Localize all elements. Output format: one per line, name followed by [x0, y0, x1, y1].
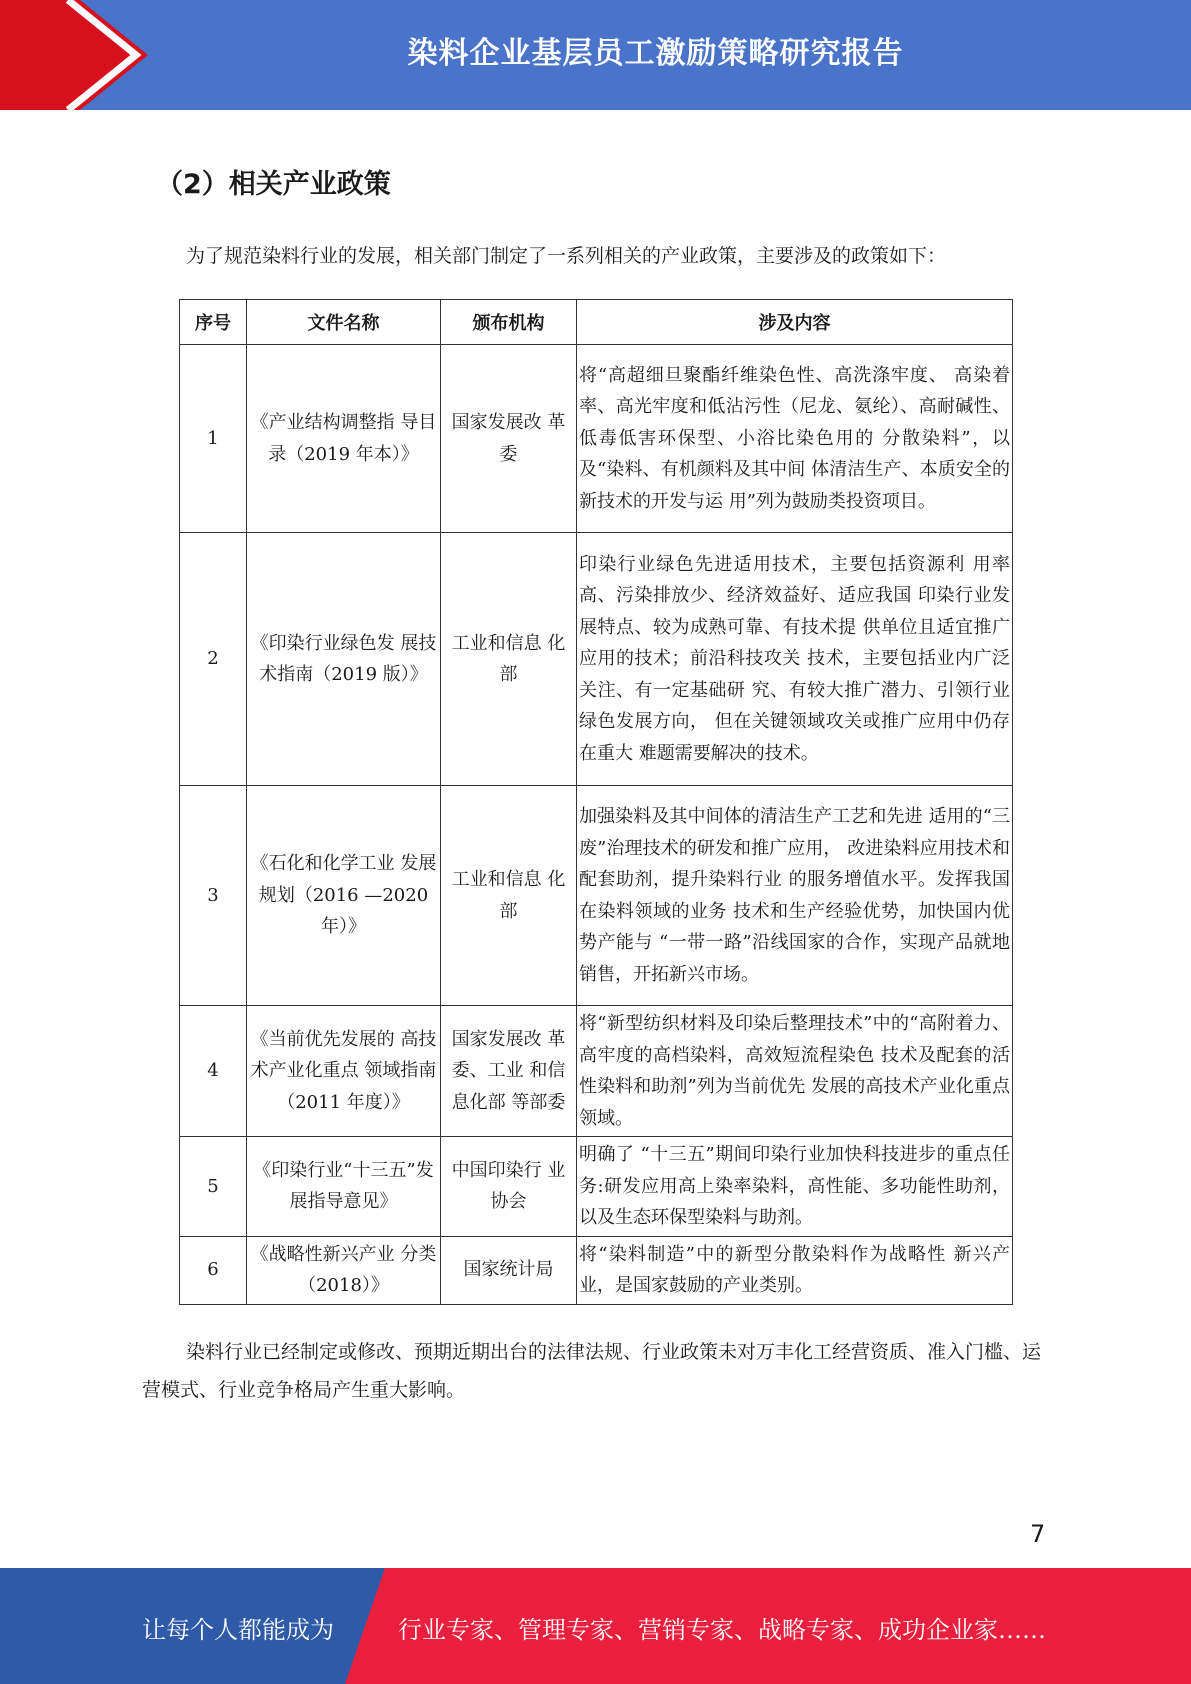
policy-content: 将“新型纺织材料及印染后整理技术”中的“高附着力、高牢度的高档染料，高效短流程染色 技术及配套的活性染料和助剂”列为当前优先 发展的高技术产业化重点领域。: [577, 1006, 1013, 1137]
column-header-document-name: 文件名称: [247, 300, 441, 345]
document-name: 《产业结构调整指 导目录（2019 年本）》: [247, 345, 441, 533]
footer-slogan-right: 行业专家、管理专家、营销专家、战略专家、成功企业家……: [398, 1616, 1046, 1644]
policy-content: 印染行业绿色先进适用技术，主要包括资源利 用率高、污染排放少、经济效益好、适应我国 印染行业发展特点、较为成熟可靠、有技术提 供单位且适宜推广应用的技术；前沿科技攻关 技术，主要包括业内广泛关注、有一定基础研 究、有较大推广潜力、引领行业绿色发展方向， 但在关键领域攻关或推广应用中仍存在重大 难题需要解决的技术。: [577, 533, 1013, 786]
report-title: 染料企业基层员工激励策略研究报告: [407, 36, 904, 71]
table-row: [180, 786, 1013, 1006]
table-row: [180, 1137, 1013, 1237]
row-number: 3: [180, 786, 247, 1006]
closing-paragraph: 染料行业已经制定或修改、预期近期出台的法律法规、行业政策未对万丰化工经营资质、准入门槛、运营模式、行业竞争格局产生重大影响。: [142, 1341, 1042, 1401]
issuing-authority: 国家发展改 革委: [441, 345, 577, 533]
row-number: 6: [180, 1236, 247, 1304]
policy-content: 加强染料及其中间体的清洁生产工艺和先进 适用的“三废”治理技术的研发和推广应用， 改进染料应用技术和配套助剂，提升染料行业 的服务增值水平。发挥我国在染料领域的业务 技术和生产经验优势，加快国内优势产能与 “一带一路”沿线国家的合作，实现产品就地 销售，开拓新兴市场。: [577, 786, 1013, 1006]
column-header-issuing-authority: 颁布机构: [441, 300, 577, 345]
policy-table: [179, 299, 1013, 1305]
intro-paragraph: 为了规范染料行业的发展，相关部门制定了一系列相关的产业政策，主要涉及的政策如下：: [186, 245, 947, 267]
page-header: [0, 0, 1191, 110]
section-heading: （2）相关产业政策: [156, 169, 391, 200]
table-row: [180, 1006, 1013, 1137]
table-header-row: [180, 300, 1013, 345]
row-number: 4: [180, 1006, 247, 1137]
table-row: [180, 533, 1013, 786]
policy-content: 将“高超细旦聚酯纤维染色性、高洗涤牢度、 高染着率、高光牢度和低沾污性（尼龙、氨纶）、高耐碱性、低毒低害环保型、小浴比染色用的 分散染料”，以及“染料、有机颜料及其中间 体清洁生产、本质安全的新技术的开发与运 用”列为鼓励类投资项目。: [577, 345, 1013, 533]
row-number: 1: [180, 345, 247, 533]
row-number: 2: [180, 533, 247, 786]
policy-content: 将“染料制造”中的新型分散染料作为战略性 新兴产业，是国家鼓励的产业类别。: [577, 1236, 1013, 1304]
column-header-content: 涉及内容: [577, 300, 1013, 345]
row-number: 5: [180, 1137, 247, 1237]
issuing-authority: 国家发展改 革委、工业 和信息化部 等部委: [441, 1006, 577, 1137]
issuing-authority: 中国印染行 业协会: [441, 1137, 577, 1237]
table-row: [180, 1236, 1013, 1304]
header-chevron-decoration: [0, 0, 160, 110]
document-name: 《印染行业“十三五”发展指导意见》: [247, 1137, 441, 1237]
policy-content: 明确了 “十三五”期间印染行业加快科技进步的重点任务:研发应用高上染率染料，高性能、多功能性助剂，以及生态环保型染料与助剂。: [577, 1137, 1013, 1237]
table-row: [180, 345, 1013, 533]
issuing-authority: 国家统计局: [441, 1236, 577, 1304]
page-footer: [0, 1568, 1191, 1684]
issuing-authority: 工业和信息 化部: [441, 786, 577, 1006]
document-name: 《战略性新兴产业 分类（2018）》: [247, 1236, 441, 1304]
page-number: 7: [1030, 1520, 1046, 1548]
document-name: 《印染行业绿色发 展技术指南（2019 版）》: [247, 533, 441, 786]
document-name: 《石化和化学工业 发展规划（2016 —2020 年）》: [247, 786, 441, 1006]
footer-slogan-left: 让每个人都能成为: [142, 1616, 334, 1644]
column-header-number: 序号: [180, 300, 247, 345]
document-name: 《当前优先发展的 高技术产业化重点 领域指南（2011 年度）》: [247, 1006, 441, 1137]
issuing-authority: 工业和信息 化部: [441, 533, 577, 786]
